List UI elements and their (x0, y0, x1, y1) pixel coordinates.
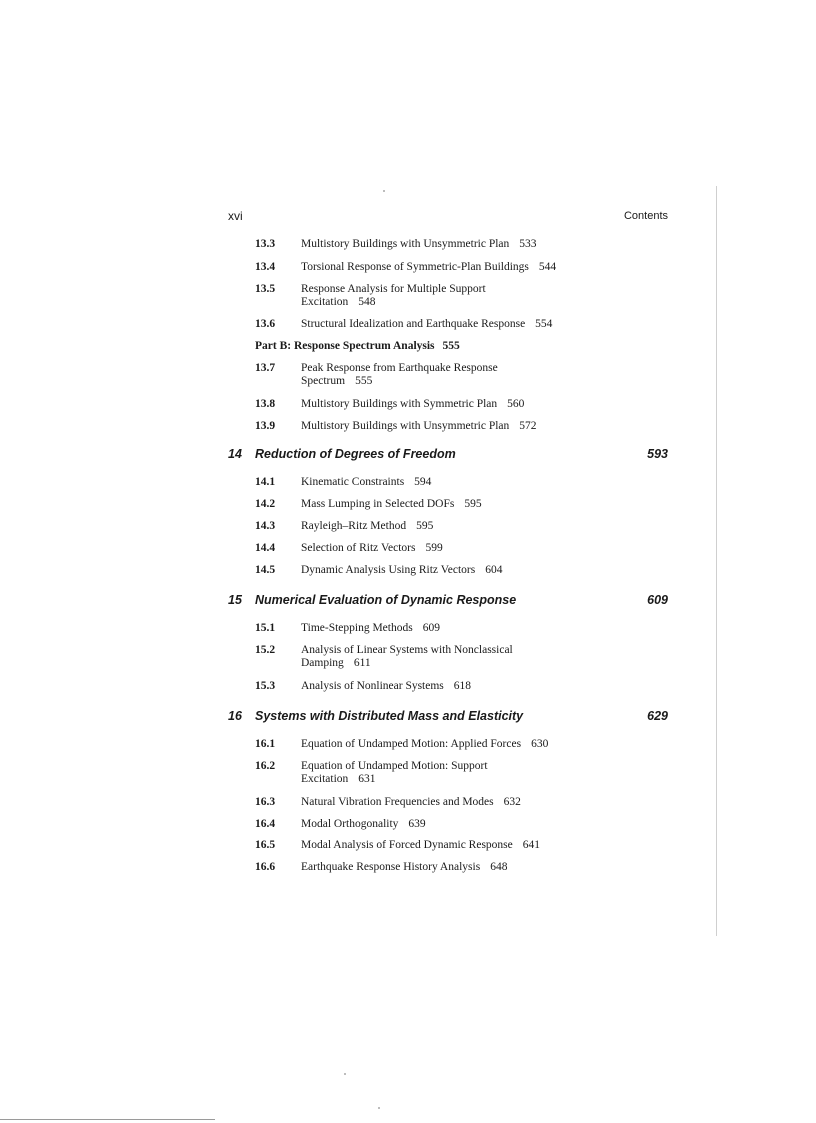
section-title-line: Multistory Buildings with Unsymmetric Plan (301, 238, 510, 250)
section-page-number: 618 (453, 680, 472, 692)
section-title (301, 760, 591, 786)
section-title-line: Modal Orthogonality (301, 818, 399, 830)
section-number: 16.1 (255, 738, 276, 750)
section-title (301, 498, 591, 511)
section-page-number: 554 (535, 318, 553, 330)
scan-speck (378, 1107, 380, 1109)
toc-part-heading (255, 340, 460, 352)
chapter-number: 15 (228, 593, 242, 607)
section-title (301, 542, 591, 555)
section-title-line: Torsional Response of Symmetric-Plan Buildings (301, 261, 529, 273)
section-title (301, 238, 591, 251)
section-title-line: Kinematic Constraints (301, 476, 405, 488)
chapter-number: 14 (228, 447, 242, 461)
section-page-number: 639 (408, 818, 426, 830)
running-head: Contents (623, 210, 668, 222)
chapter-title: Numerical Evaluation of Dynamic Response (255, 593, 517, 607)
chapter-title: Systems with Distributed Mass and Elasticity (255, 709, 524, 723)
section-number: 14.2 (255, 498, 276, 510)
section-title-line: Peak Response from Earthquake Response (301, 362, 498, 374)
section-title-line: Modal Analysis of Forced Dynamic Response (301, 839, 513, 851)
section-number: 13.6 (255, 318, 276, 330)
section-title-line: Time-Stepping Methods (301, 622, 413, 634)
section-number: 16.3 (255, 796, 276, 808)
chapter-page-number: 609 (647, 593, 668, 607)
section-page-number: 604 (485, 564, 503, 576)
section-title (301, 738, 591, 751)
section-title (301, 564, 591, 577)
section-title-line: Equation of Undamped Motion: Applied Forces (301, 738, 522, 750)
section-number: 14.4 (255, 542, 276, 554)
section-number: 14.5 (255, 564, 276, 576)
section-number: 13.4 (255, 261, 276, 273)
section-title (301, 398, 591, 411)
section-title (301, 318, 591, 331)
section-title-line: Natural Vibration Frequencies and Modes (301, 796, 494, 808)
part-page-number: 555 (442, 340, 460, 352)
section-title (301, 520, 591, 533)
section-title-line: Rayleigh–Ritz Method (301, 520, 407, 532)
section-page-number: 631 (358, 773, 376, 785)
section-title-line: Response Analysis for Multiple Support (301, 283, 486, 295)
section-page-number: 609 (422, 622, 440, 634)
section-number: 13.8 (255, 398, 276, 410)
section-title-line: Damping (301, 657, 344, 669)
section-number: 15.1 (255, 622, 276, 634)
section-title (301, 283, 591, 309)
section-page-number: 595 (464, 498, 482, 510)
section-number: 13.7 (255, 362, 276, 374)
section-page-number: 611 (353, 657, 371, 669)
section-number: 15.3 (255, 680, 276, 692)
section-page-number: 572 (519, 420, 537, 432)
section-number: 13.5 (255, 283, 276, 295)
bottom-edge-rule (0, 1119, 215, 1120)
section-page-number: 555 (355, 375, 373, 387)
section-title (301, 622, 591, 635)
part-title: Part B: Response Spectrum Analysis (255, 340, 435, 352)
section-title (301, 476, 591, 489)
section-page-number: 630 (531, 738, 549, 750)
section-title-line: Dynamic Analysis Using Ritz Vectors (301, 564, 476, 576)
section-title-line: Structural Idealization and Earthquake Response (301, 318, 526, 330)
section-title (301, 644, 591, 670)
section-title-line: Selection of Ritz Vectors (301, 542, 416, 554)
section-title-line: Equation of Undamped Motion: Support (301, 760, 488, 772)
section-title (301, 839, 591, 852)
section-title (301, 861, 591, 874)
chapter-title: Reduction of Degrees of Freedom (255, 447, 456, 461)
section-page-number: 648 (490, 861, 508, 873)
section-number: 16.2 (255, 760, 276, 772)
scan-speck (383, 190, 385, 192)
section-number: 16.6 (255, 861, 276, 873)
chapter-page-number: 593 (647, 447, 668, 461)
section-page-number: 533 (519, 238, 537, 250)
section-title-line: Analysis of Linear Systems with Nonclassical (301, 644, 513, 656)
chapter-number: 16 (228, 709, 242, 723)
section-title-line: Spectrum (301, 375, 346, 387)
section-title-line: Excitation (301, 773, 349, 785)
section-number: 16.4 (255, 818, 276, 830)
section-title (301, 796, 591, 809)
section-page-number: 548 (358, 296, 376, 308)
section-title-line: Analysis of Nonlinear Systems (301, 680, 444, 692)
section-number: 13.9 (255, 420, 276, 432)
section-title (301, 818, 591, 831)
scan-speck (344, 1073, 346, 1075)
section-title (301, 362, 591, 388)
chapter-page-number: 629 (647, 709, 668, 723)
section-number: 14.3 (255, 520, 276, 532)
section-number: 13.3 (255, 238, 276, 250)
section-page-number: 544 (538, 261, 557, 273)
section-title-line: Multistory Buildings with Symmetric Plan (301, 398, 498, 410)
page-number-label: xvi (228, 209, 243, 223)
section-number: 16.5 (255, 839, 276, 851)
section-page-number: 595 (416, 520, 434, 532)
section-page-number: 560 (507, 398, 525, 410)
section-title-line: Mass Lumping in Selected DOFs (301, 498, 455, 510)
section-title-line: Excitation (301, 296, 349, 308)
section-title-line: Multistory Buildings with Unsymmetric Plan (301, 420, 510, 432)
section-page-number: 594 (414, 476, 432, 488)
section-page-number: 632 (503, 796, 521, 808)
section-title (301, 680, 591, 693)
section-title (301, 420, 591, 433)
section-page-number: 641 (522, 839, 541, 851)
right-edge-rule (716, 186, 717, 936)
section-page-number: 599 (425, 542, 443, 554)
section-number: 15.2 (255, 644, 276, 656)
section-title-line: Earthquake Response History Analysis (301, 861, 481, 873)
section-number: 14.1 (255, 476, 276, 488)
section-title (301, 261, 591, 274)
